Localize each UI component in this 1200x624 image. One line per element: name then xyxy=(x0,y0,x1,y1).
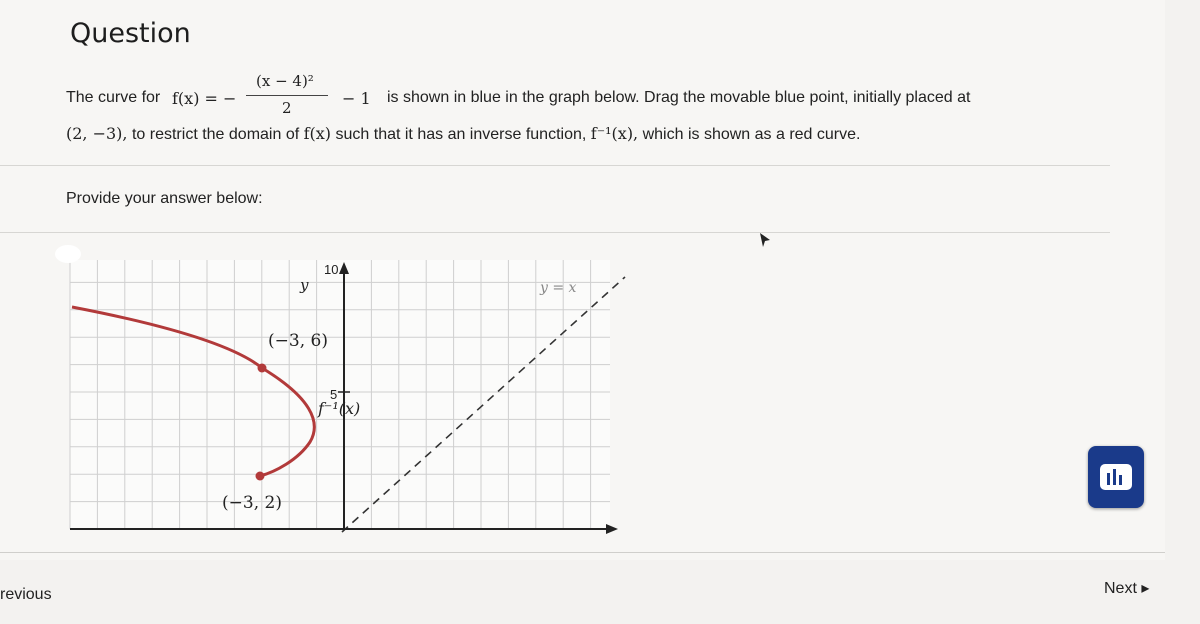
minus-one: − 1 xyxy=(342,89,371,108)
grid xyxy=(70,260,610,529)
question-line-1 xyxy=(66,72,1066,122)
next-button[interactable]: Next ▸ xyxy=(1104,580,1150,597)
fraction-numerator: (x − 4)² xyxy=(256,72,314,90)
drag-handle[interactable] xyxy=(55,245,81,263)
question-title: Question xyxy=(70,18,191,49)
previous-button[interactable]: revious xyxy=(0,586,52,603)
tick-label-10: 10 xyxy=(324,262,339,277)
point-label-upper: (−3, 6) xyxy=(268,331,328,351)
calculator-button[interactable] xyxy=(1088,446,1144,508)
curve-label: f⁻¹(x) xyxy=(318,399,361,418)
question-suffix: is shown in blue in the graph below. Drag the movable blue point, initially placed at xyxy=(387,89,971,106)
x-axis-arrow xyxy=(606,524,618,534)
line-label: y = x xyxy=(540,280,577,296)
divider xyxy=(0,165,1110,166)
question-text-b: such that it has an inverse function, xyxy=(335,126,587,143)
tick-label-5: 5 xyxy=(330,387,338,402)
fraction-bar xyxy=(246,95,328,96)
grid-background xyxy=(70,260,610,529)
endpoint-upper xyxy=(258,364,267,373)
point-label-lower: (−3, 2) xyxy=(222,493,282,513)
question-line-2 xyxy=(66,124,860,144)
question-text-c: which is shown as a red curve. xyxy=(642,126,861,143)
finv-symbol: f⁻¹(x), xyxy=(590,124,639,143)
mouse-cursor-icon xyxy=(758,231,772,249)
y-axis-label: y xyxy=(300,276,309,294)
endpoint-lower xyxy=(256,472,265,481)
question-prefix: The curve for xyxy=(66,89,161,106)
question-text-a: to restrict the domain of xyxy=(131,126,300,143)
answer-prompt: Provide your answer below: xyxy=(66,190,263,207)
graph-area[interactable] xyxy=(0,232,1120,552)
function-lhs: f(x) = − xyxy=(172,89,237,108)
footer-divider xyxy=(0,552,1165,553)
fraction-denominator: 2 xyxy=(282,99,292,117)
bars-icon xyxy=(1100,464,1132,490)
initial-point: (2, −3), xyxy=(66,124,128,143)
fx-symbol: f(x) xyxy=(303,124,332,143)
